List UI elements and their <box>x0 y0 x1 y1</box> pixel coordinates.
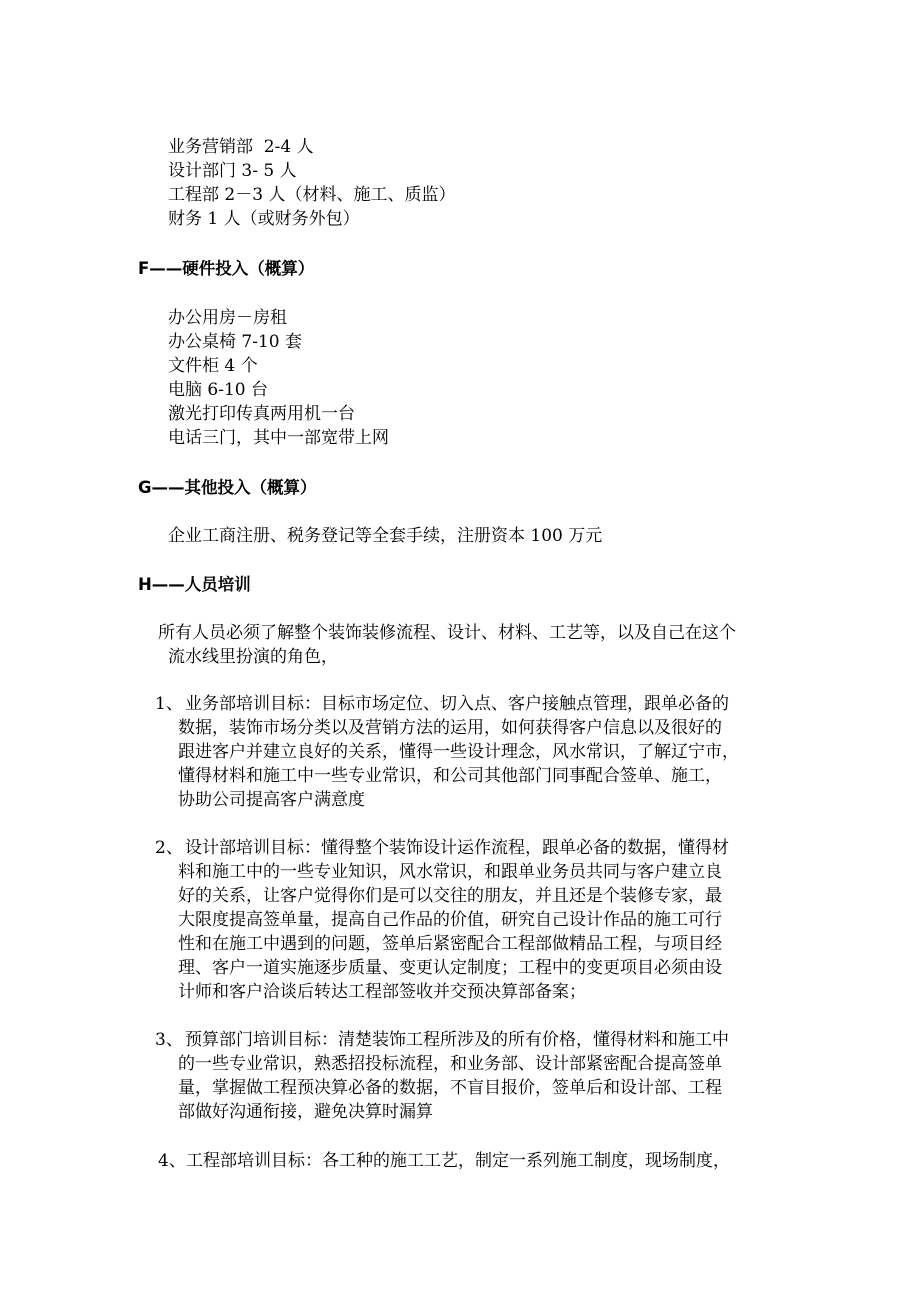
training-intro-line: 流水线里扮演的角色， <box>168 647 338 667</box>
section-heading-g: G——其他投入（概算） <box>138 478 317 497</box>
staff-item: 财务 1 人（或财务外包） <box>168 209 360 229</box>
goal-number: 2、 <box>155 838 183 858</box>
goal-line: 业务部培训目标：目标市场定位、切入点、客户接触点管理，跟单必备的 <box>185 694 729 714</box>
staff-item: 工程部 2－3 人（材料、施工、质监） <box>168 185 456 205</box>
other-item: 企业工商注册、税务登记等全套手续，注册资本 100 万元 <box>168 526 603 546</box>
goal-number: 1、 <box>155 694 183 714</box>
section-heading-h: H——人员培训 <box>138 575 251 594</box>
goal-line: 预算部门培训目标：清楚装饰工程所涉及的所有价格，懂得材料和施工中 <box>185 1030 729 1050</box>
goal-line: 量，掌握做工程预决算必备的数据，不盲目报价，签单后和设计部、工程 <box>178 1078 722 1098</box>
hardware-item: 办公桌椅 7-10 套 <box>168 332 302 352</box>
goal-number: 3、 <box>155 1030 183 1050</box>
goal-line: 懂得材料和施工中一些专业常识，和公司其他部门同事配合签单、施工， <box>178 766 722 786</box>
hardware-item: 文件柜 4 个 <box>168 356 258 376</box>
staff-item: 设计部门 3- 5 人 <box>168 161 297 181</box>
goal-line: 大限度提高签单量，提高自己作品的价值，研究自己设计作品的施工可行 <box>178 910 722 930</box>
goal-line: 设计部培训目标：懂得整个装饰设计运作流程，跟单必备的数据，懂得材 <box>185 838 729 858</box>
goal-line: 性和在施工中遇到的问题，签单后紧密配合工程部做精品工程，与项目经 <box>178 934 722 954</box>
hardware-item: 电话三门，其中一部宽带上网 <box>168 428 389 448</box>
goal-line: 理、客户一道实施逐步质量、变更认定制度；工程中的变更项目必须由设 <box>178 958 722 978</box>
section-heading-f: F——硬件投入（概算） <box>138 259 315 278</box>
goal-line: 部做好沟通衔接，避免决算时漏算 <box>178 1102 433 1122</box>
training-intro-line: 所有人员必须了解整个装饰装修流程、设计、材料、工艺等，以及自己在这个 <box>158 623 736 643</box>
goal-line: 料和施工中的一些专业知识，风水常识，和跟单业务员共同与客户建立良 <box>178 862 722 882</box>
goal-line: 协助公司提高客户满意度 <box>178 790 365 810</box>
staff-item: 业务营销部 2-4 人 <box>168 137 314 157</box>
goal-line: 跟进客户并建立良好的关系，懂得一些设计理念，风水常识，了解辽宁市， <box>178 742 739 762</box>
hardware-item: 电脑 6-10 台 <box>168 380 268 400</box>
goal-line: 计师和客户洽谈后转达工程部签收并交预决算部备案； <box>178 982 586 1002</box>
hardware-item: 激光打印传真两用机一台 <box>168 404 355 424</box>
goal-number: 4、 <box>158 1151 186 1171</box>
hardware-item: 办公用房－房租 <box>168 308 287 328</box>
goal-line: 数据，装饰市场分类以及营销方法的运用，如何获得客户信息以及很好的 <box>178 718 722 738</box>
goal-line: 工程部培训目标：各工种的施工工艺，制定一系列施工制度，现场制度， <box>186 1151 730 1171</box>
goal-line: 的一些专业常识，熟悉招投标流程，和业务部、设计部紧密配合提高签单 <box>178 1054 722 1074</box>
goal-line: 好的关系，让客户觉得你们是可以交往的朋友，并且还是个装修专家，最 <box>178 886 722 906</box>
